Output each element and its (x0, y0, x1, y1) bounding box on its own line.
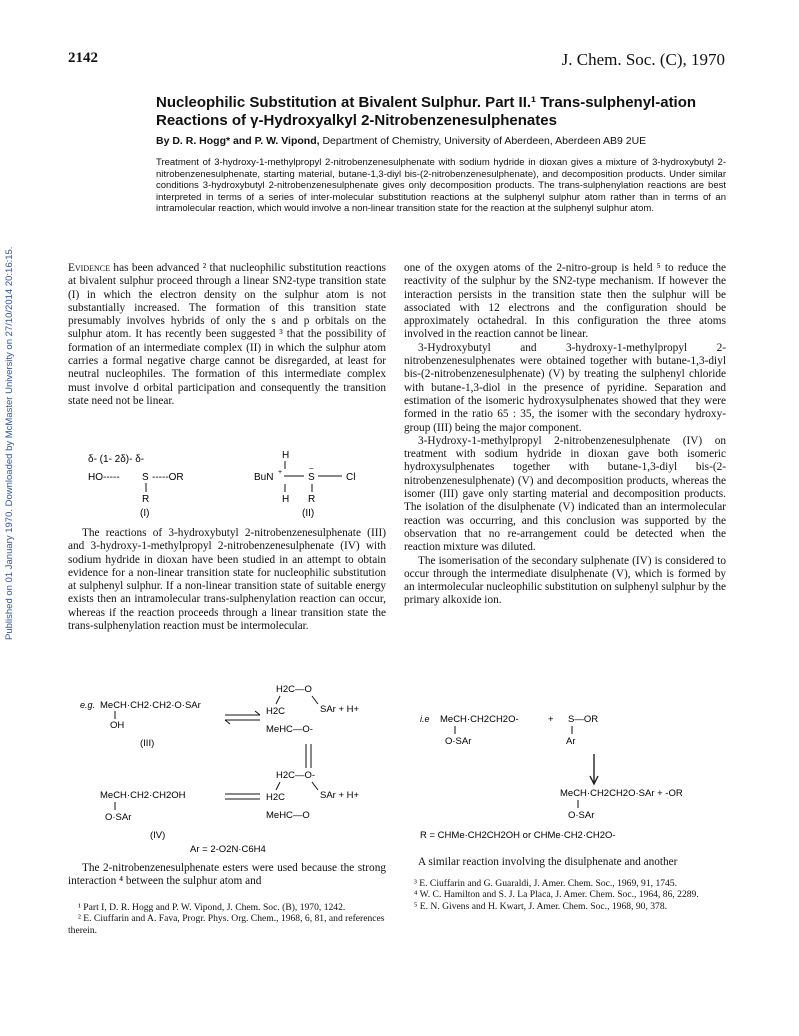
or-group: -----OR (152, 472, 184, 483)
scheme-intermolecular (420, 706, 720, 841)
ring1-left: H2C (266, 706, 286, 717)
journal-citation: J. Chem. Soc. (C), 1970 (561, 50, 725, 69)
ring2-left: H2C (266, 792, 286, 803)
osar-group: O·SAr (445, 736, 472, 747)
arrowhead (255, 711, 260, 715)
product: MeCH·CH2CH2O·SAr + -OR (560, 788, 683, 799)
osar-group-2: O·SAr (568, 810, 595, 821)
left-column-bottom (68, 862, 386, 889)
bond-line (276, 696, 280, 704)
ring1-bottom: MeHC—O- (266, 724, 313, 735)
left-column-intro (68, 262, 386, 408)
scheme-transition-states (80, 450, 380, 520)
right-paragraph-2: 3-Hydroxybutyl and 3-hydroxy-1-methylpropyl 2-nitrobenzenesulphenates were obtained together with butane-1,3-diyl bis-(2-nitrobenzenesulphenate) (V) by treating the sulphenyl chloride with butane-1,3-diol in the presence of pyridine. Separation and estimation of the isomeric hydroxysulphenates showed that they were formed in the ratio 65 : 35, the isomer with the secondary hydroxy-group (III) being the major component. (404, 341, 726, 434)
sulphur-atom: S (142, 472, 149, 483)
iii-formula: MeCH·CH2·CH2·O·SAr (100, 700, 201, 711)
ring1-top: H2C—O (276, 684, 312, 695)
alkoxide: MeCH·CH2CH2O- (440, 714, 519, 725)
osar-group: O·SAr (105, 812, 132, 823)
scheme-isomerisation (80, 682, 390, 857)
abstract: Treatment of 3-hydroxy-1-methylpropyl 2-nitrobenzenesulphenate with sodium hydride in dioxan gives a mixture of 3-hydroxybutyl 2-nitrobenzenesulphenate, starting material, butane-1,3-diyl bis-(2-nitrobenzenesulphenate), and decomposition products. Under similar conditions 3-hydroxybutyl 2-nitrobenzenesulphenate gives only decomposition products. The trans-sulphenylation reactions are best interpreted in terms of a series of inter-molecular substitution reactions at the sulphenyl sulphur atom rather than in terms of an intramolecular reaction, which would involve a non-linear transition state for the reaction at the sulphenyl sulphur atom. (156, 157, 726, 215)
structure-label-2: (II) (302, 508, 315, 519)
h-top: H (282, 450, 290, 461)
footnote-1: ¹ Part I, D. R. Hogg and P. W. Vipond, J. Chem. Soc. (B), 1970, 1242. (78, 902, 346, 913)
bond-line (312, 696, 318, 704)
ho-group: HO----- (88, 472, 120, 483)
ring2-right: SAr + H+ (320, 790, 360, 801)
article-title: Nucleophilic Substitution at Bivalent Sulphur. Part II.¹ Trans-sulphenyl-ation Reactions of γ-Hydroxyalkyl 2-Nitrobenzenesulphenates (156, 94, 697, 129)
minus-sign: − (309, 464, 314, 473)
right-paragraph-3: 3-Hydroxy-1-methylpropyl 2-nitrobenzenesulphenate (IV) on treatment with sodium hydride in dioxan gave both isomeric hydroxysulphenates together with butane-1,3-diyl bis-(2-nitrobenzenesulphenate) (V) and decomposition products, whereas the isomer (III) gave only starting material and decomposition products. The isolation of the disulphenate (V) indicated than an intermolecular reaction was occurring, and this conclusion was supported by the observation that no re-arrangement could be detected when the reaction mixture was diluted. (404, 434, 726, 554)
iv-formula: MeCH·CH2·CH2OH (100, 790, 186, 801)
eg-label: e.g. (80, 700, 96, 710)
right-column-bottom (404, 856, 726, 869)
footnote-5: ⁵ E. N. Givens and H. Kwart, J. Amer. Chem. Soc., 1968, 90, 378. (414, 900, 668, 912)
ar-definition: Ar = 2-O2N·C6H4 (190, 844, 266, 855)
ring1-right: SAr + H+ (320, 704, 360, 715)
left-paragraph-2: The reactions of 3-hydroxybutyl 2-nitrobenzenesulphenate (III) and 3-hydroxy-1-methylpropyl 2-nitrobenzenesulphenate (IV) with sodium hydride in dioxan have been studied in an attempt to obtain evidence for a non-linear transition state for nucleophilic substitution at sulphenyl sulphur. If a non-linear transition state of suitable energy exists then an intramolecular trans-sulphenylation reaction can occur, whereas if the reaction proceeds through a linear transition state the trans-sulphenylation reaction must be intermolecular. (68, 527, 386, 633)
chloride: Cl (346, 472, 356, 483)
right-paragraph-4: The isomerisation of the secondary sulphenate (IV) is considered to occur through the intermediate disulphenate (V), which is formed by an intermolecular nucleophilic substitution on sulphenyl sulphur by the primary alkoxide ion. (404, 554, 726, 607)
r-group-2: R (308, 494, 316, 505)
hydroxyl: OH (110, 720, 125, 731)
bond-line (276, 782, 280, 790)
iv-label: (IV) (150, 830, 166, 841)
affiliation: Department of Chemistry, University of Aberdeen, Aberdeen AB9 2UE (322, 135, 647, 147)
ie-label: i.e (420, 714, 430, 724)
arrowhead (225, 720, 230, 724)
footnotes-left (68, 902, 386, 936)
plus-sign: + (278, 469, 283, 476)
r-group: R (142, 494, 150, 505)
sulphenate: S—OR (568, 714, 599, 725)
bond-line (312, 782, 318, 790)
aryl: Ar (566, 736, 576, 747)
ring2-top: H2C—O- (276, 770, 316, 781)
structure-label-1: (I) (140, 508, 150, 519)
plus: + (548, 714, 554, 725)
charge-row: δ- (1- 2δ)- δ- (88, 454, 145, 465)
sulphur-atom-2: S (308, 472, 315, 483)
ring2-bottom: MeHC—O (266, 810, 310, 821)
h-bottom: H (282, 494, 290, 505)
page-number: 2142 (68, 50, 98, 66)
bun-group: BuN (254, 472, 274, 483)
right-paragraph-5: A similar reaction involving the disulphenate and another (418, 856, 678, 868)
author-names: By D. R. Hogg* and P. W. Vipond, (156, 135, 320, 147)
watermark-text: Published on 01 January 1970. Downloaded by McMaster University on 27/10/2014 20:16:15. (4, 246, 15, 640)
r-definition: R = CHMe·CH2CH2OH or CHMe·CH2·CH2O- (420, 830, 616, 841)
footnote-4: ⁴ W. C. Hamilton and S. J. La Placa, J. Amer. Chem. Soc., 1964, 86, 2289. (414, 889, 699, 901)
drop-lead: Evidence (68, 262, 111, 274)
left-column-body (68, 527, 386, 633)
authors-line (156, 135, 756, 147)
footnote-2: ² E. Ciuffarin and A. Fava, Progr. Phys. Org. Chem., 1968, 6, 81, and references therein. (68, 913, 385, 936)
download-watermark (0, 0, 22, 1036)
footnote-3: ³ E. Ciuffarin and G. Guaraldi, J. Amer. Chem. Soc., 1969, 91, 1745. (414, 878, 678, 889)
left-paragraph-1: has been advanced ² that nucleophilic substitution reactions at bivalent sulphur proceed through a linear SN2-type transition state (I) in which the electron density on the sulphur atom is not substantially increased. The formation of this transition state presumably involves hybrids of only the s and p orbitals on the sulphur atom. It has recently been suggested ³ that the possibility of formation of an intermediate complex (II) in which the sulphur atom carries a formal negative charge cannot be disregarded, at least for neutral nucleophiles. The formation of this intermediate complex must involve d orbital participation and consequently the transition state need not be linear. (68, 262, 386, 407)
left-paragraph-3: The 2-nitrobenzenesulphenate esters were used because the strong interaction ⁴ between the sulphur atom and (68, 862, 386, 888)
right-paragraph-1: one of the oxygen atoms of the 2-nitro-group is held ⁵ to reduce the reactivity of the sulphur by the SN2-type mechanism. If however the interaction persists in the transition state then the sulphur will be associated with 12 electrons and the configuration should be approximately octahedral. In this configuration the three atoms involved in the reaction cannot be linear. (404, 262, 726, 341)
footnotes-right (404, 878, 726, 912)
iii-label: (III) (140, 738, 155, 749)
right-column-body (404, 262, 726, 608)
